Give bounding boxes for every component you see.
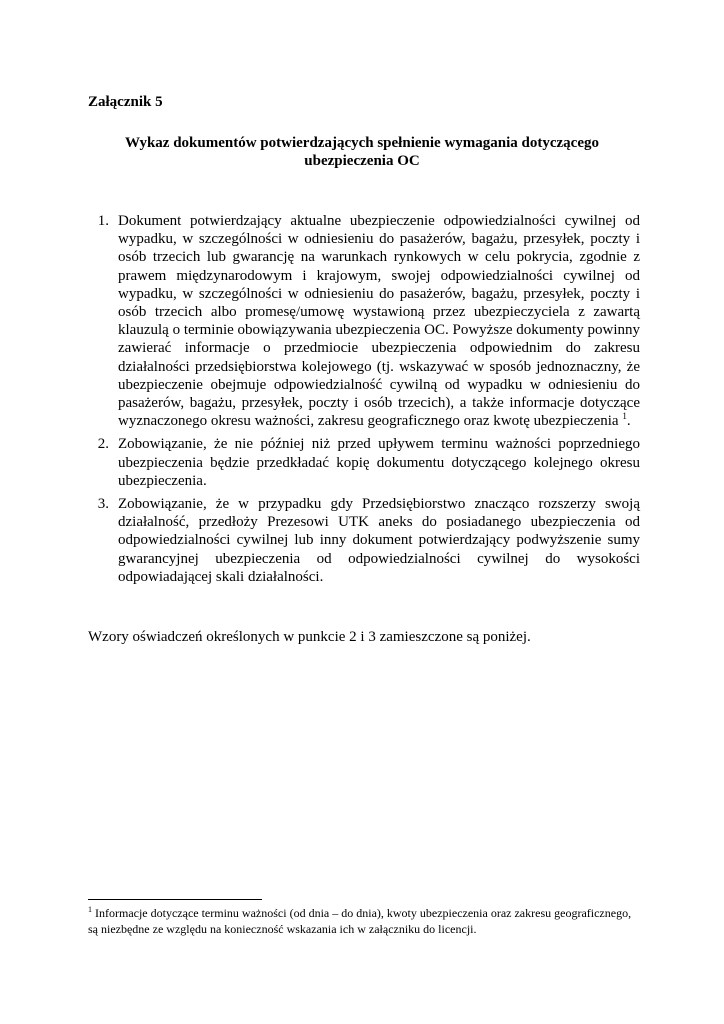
list-item-text: Zobowiązanie, że w przypadku gdy Przedsiębiorstwo znacząco rozszerzy swoją działalność, przedłoży Prezesowi UTK aneks do posiadanego ubezpieczenia od odpowiedzialności cywilnej lub inny dokument potwierdzający podwyższenie sumy gwarancyjnej ubezpieczenia od odpowiedzialności cywilnej do wysokości odpowiadającej skali działalności. xyxy=(118,496,640,585)
document-title xyxy=(88,134,636,170)
footnote xyxy=(88,905,640,937)
closing-paragraph: Wzory oświadczeń określonych w punkcie 2 i 3 zamieszczone są poniżej. xyxy=(88,629,531,645)
list-item-tail: . xyxy=(626,413,631,430)
footnote-reference: 1 xyxy=(622,411,627,422)
footnote-marker: 1 xyxy=(88,905,92,914)
list-item-number: 3. xyxy=(97,496,109,513)
footnote-separator xyxy=(88,899,262,900)
list-item xyxy=(88,495,640,586)
document-title-line-2: ubezpieczenia OC xyxy=(304,153,420,169)
list-item xyxy=(88,212,640,430)
annex-label: Załącznik 5 xyxy=(88,94,163,110)
list-item xyxy=(88,435,640,490)
list-item-text: Zobowiązanie, że nie później niż przed upływem terminu ważności poprzedniego ubezpieczenia będzie przedkładać kopię dokumentu dotyczącego kolejnego okresu ubezpieczenia. xyxy=(118,436,640,489)
document-title-line-1: Wykaz dokumentów potwierdzających spełnienie wymagania dotyczącego xyxy=(125,135,599,151)
footnote-text: Informacje dotyczące terminu ważności (od dnia – do dnia), kwoty ubezpieczenia oraz zakresu geograficznego, są niezbędne ze względu na konieczność wskazania ich w załączniku do licencji. xyxy=(88,906,632,936)
list-item-number: 2. xyxy=(97,436,109,453)
list-item-number: 1. xyxy=(97,213,109,229)
requirements-list xyxy=(88,212,640,591)
list-item-body: Dokument potwierdzający aktualne ubezpieczenie odpowiedzialności cywilnej od wypadku, w szczególności w odniesieniu do pasażerów, bagażu, przesyłek, poczty i osób trzecich lub gwarancję na warunkach rynkowych w celu pokrycia, zgodnie z prawem międzynarodowym i krajowym, swojej odpowiedzialności cywilnej od wypadku, w szczególności w odniesieniu do pasażerów, bagażu, przesyłek, poczty i osób trzecich albo promesę/umowę wystawioną przez ubezpieczyciela z zawartą klauzulą o terminie obowiązywania ubezpieczenia OC. Powyższe dokumenty powinny zawierać informacje o przedmiocie ubezpieczenia odpowiednim do zakresu działalności przedsiębiorstwa kolejowego (tj. wskazywać w sposób jednoznaczny, że ubezpieczenie obejmuje odpowiedzialność cywilną od wypadku w odniesieniu do pasażerów, bagażu, przesyłek, poczty i osób trzecich), a także informacje dotyczące wyznaczonego okresu ważności, zakresu geograficznego oraz kwotę ubezpieczenia xyxy=(118,213,640,430)
list-item-text xyxy=(118,213,640,429)
